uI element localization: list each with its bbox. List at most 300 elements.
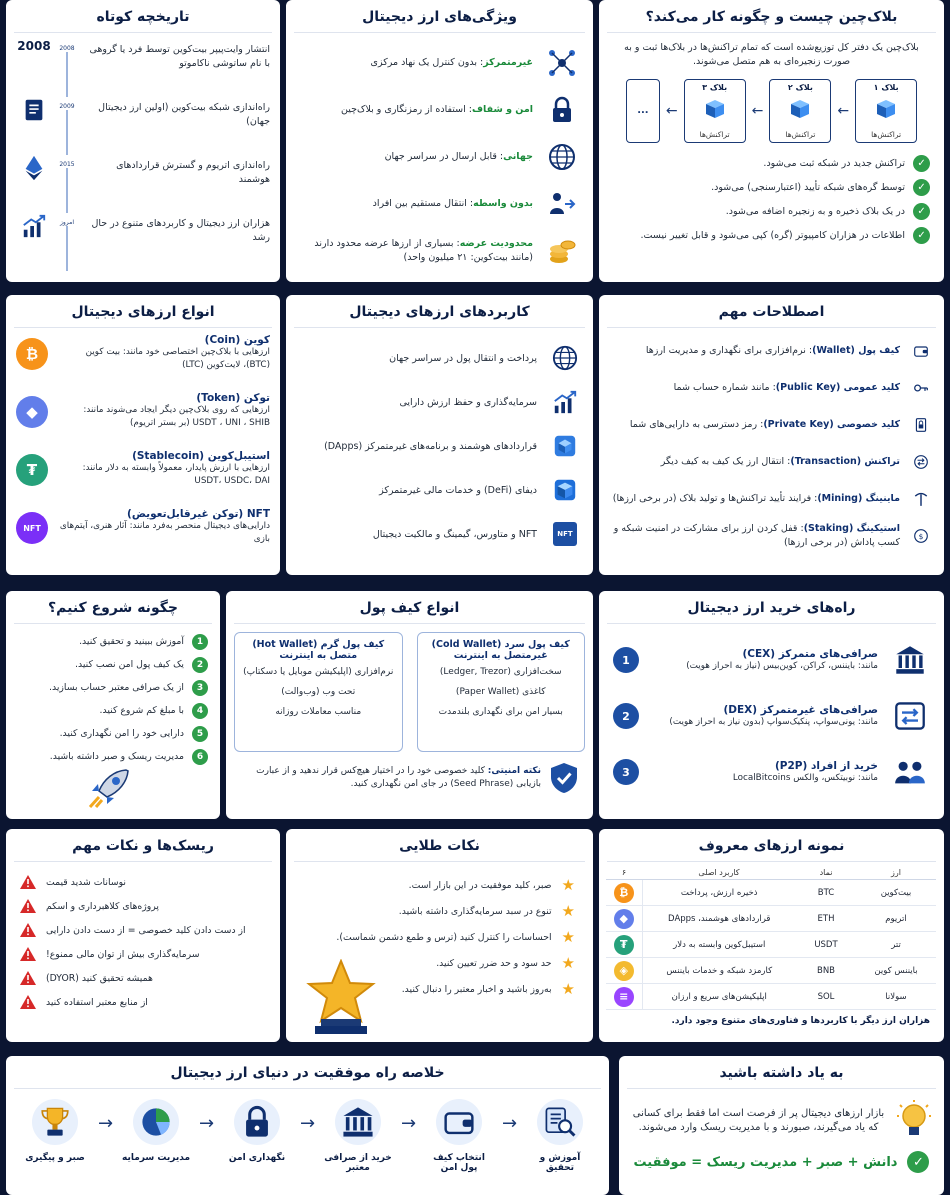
coin-use: قراردادهای هوشمند، DApps xyxy=(642,906,796,932)
history-tag: 2008 xyxy=(59,45,75,52)
flow-arrow: → xyxy=(97,1113,114,1134)
ethereum-icon xyxy=(614,909,634,929)
blockchain-steps xyxy=(599,147,944,244)
formula-row xyxy=(619,1143,944,1173)
table-row xyxy=(606,958,936,984)
step-number-badge xyxy=(613,703,639,729)
type-name: استیبل‌کوین (Stablecoin) xyxy=(132,450,270,462)
flow-arrow-icon xyxy=(98,1113,113,1134)
type-name: کوین (Coin) xyxy=(204,334,270,346)
step-number-badge xyxy=(192,749,208,765)
buy-desc: مانند: یونی‌سواپ، پنکیک‌سواپ (بدون نیاز به احراز هویت) xyxy=(669,716,878,727)
security-note-key: نکته امنیتی: xyxy=(487,765,541,776)
coin-symbol-cell: BTC xyxy=(796,880,856,906)
people-icon xyxy=(890,756,930,788)
feature-text: : انتقال مستقیم بین افراد xyxy=(372,197,474,209)
buy-name: صرافی‌های غیرمتمرکز (DEX) xyxy=(723,703,878,716)
feature-text: : قابل ارسال در سراسر جهان xyxy=(384,150,504,162)
swap-icon xyxy=(890,700,930,732)
coins-icon xyxy=(545,237,579,265)
tether-icon xyxy=(16,454,48,486)
coin-icon-cell xyxy=(606,958,642,984)
cube-icon xyxy=(704,98,726,123)
warning-icon xyxy=(20,899,36,913)
summary-step xyxy=(222,1099,292,1163)
risk-item xyxy=(20,966,266,990)
block-name: بلاک ۳ xyxy=(702,82,728,92)
blockchain-step-text: توسط گره‌های شبکه تأیید (اعتبارسنجی) می‌شود. xyxy=(711,181,905,193)
start-text: با مبلغ کم شروع کنید. xyxy=(99,705,184,716)
blockchain-step-text: در یک بلاک ذخیره و به زنجیره اضافه می‌شود. xyxy=(725,205,905,217)
feature-text: : بدون کنترل یک نهاد مرکزی xyxy=(370,56,484,68)
coin-use: اپلیکیشن‌های سریع و ارزان xyxy=(642,984,796,1010)
type-item xyxy=(16,392,270,450)
history-title: تاریخچه کوتاه xyxy=(14,0,272,33)
risk-item xyxy=(20,990,266,1014)
warning-icon xyxy=(20,995,36,1009)
history-card xyxy=(6,0,280,282)
hot-wallet-sub: متصل به اینترنت xyxy=(279,650,358,661)
bitcoin-icon xyxy=(16,338,48,370)
hot-wallet-line: نرم‌افزاری (اپلیکیشن موبایل یا دسکتاپ) xyxy=(243,667,394,677)
defi-cube-icon xyxy=(551,477,579,503)
summary-step-label: صبر و پیگیری xyxy=(25,1153,85,1163)
types-title: انواع ارزهای دیجیتال xyxy=(14,295,272,328)
wallets-title: انواع کیف پول xyxy=(234,591,585,624)
lock-icon xyxy=(545,96,579,124)
buy-desc: مانند: بایننس، کراکن، کوین‌بیس (نیاز به احراز هویت) xyxy=(686,660,878,671)
warning-icon xyxy=(20,875,36,889)
use-text: دیفای (DeFi) و خدمات مالی غیرمتمرکز xyxy=(379,484,537,496)
term-key: کیف پول (Wallet) xyxy=(812,344,900,356)
summary-step xyxy=(121,1099,191,1163)
coin-icon-cell xyxy=(606,932,642,958)
use-text: پرداخت و انتقال پول در سراسر جهان xyxy=(389,352,537,364)
risk-text: سرمایه‌گذاری بیش از توان مالی ممنوع! xyxy=(46,948,200,960)
blockchain-title: بلاک‌چین چیست و چگونه کار می‌کند؟ xyxy=(607,0,936,33)
hot-wallet-line: تحت وب (وب‌والت) xyxy=(281,687,356,697)
risk-text: نوسانات شدید قیمت xyxy=(46,876,126,888)
remember-text: بازار ارزهای دیجیتال پر از فرصت است اما فقط برای کسانی که یاد می‌گیرند، صبورند و با مدیریت ریسک وارد می‌شوند. xyxy=(632,1107,885,1133)
hot-wallet-box xyxy=(234,632,403,752)
features-card xyxy=(286,0,593,282)
table-row xyxy=(606,906,936,932)
nft-icon xyxy=(551,522,579,546)
start-text: از یک صرافی معتبر حساب بسازید. xyxy=(48,682,184,693)
cold-wallet-sub: غیرمتصل به اینترنت xyxy=(453,650,548,661)
start-step xyxy=(18,722,208,745)
features-list xyxy=(286,33,593,280)
step-number-badge xyxy=(192,703,208,719)
term-key: کلید خصوصی (Private Key) xyxy=(763,418,900,430)
blockchain-intro: بلاک‌چین یک دفتر کل توزیع‌شده است که تمام تراکنش‌ها در بلاک‌ها ثبت و به صورت زنجیره‌ای به هم متصل می‌شوند. xyxy=(624,42,919,67)
coin-symbol-cell: ETH xyxy=(796,906,856,932)
block-chain-diagram xyxy=(599,75,944,147)
blockchain-step xyxy=(613,155,930,172)
term-item xyxy=(611,445,932,478)
use-item xyxy=(300,512,579,556)
coin-symbol-cell: SOL xyxy=(796,984,856,1010)
start-step xyxy=(18,630,208,653)
type-item xyxy=(16,450,270,508)
bank-icon xyxy=(335,1099,381,1145)
block-box xyxy=(769,79,831,143)
history-item xyxy=(16,155,270,213)
bnb-icon xyxy=(614,961,634,981)
step-number-badge xyxy=(613,759,639,785)
terms-list xyxy=(599,328,944,562)
table-header: کاربرد اصلی xyxy=(642,866,796,880)
coin-use: کارمزد شبکه و خدمات بایننس xyxy=(642,958,796,984)
coin-glyph: ◈ xyxy=(619,964,628,977)
nft-badge: NFT xyxy=(553,522,577,546)
summary-step xyxy=(525,1099,595,1173)
hot-wallet-line: مناسب معاملات روزانه xyxy=(275,707,362,717)
term-item xyxy=(611,371,932,404)
globe-icon xyxy=(545,143,579,171)
history-tag: 2009 xyxy=(59,103,75,110)
research-icon xyxy=(537,1099,583,1145)
check-icon: ✓ xyxy=(913,179,930,196)
term-item xyxy=(611,408,932,441)
term-text: : رمز دسترسی به دارایی‌های شما xyxy=(629,418,764,430)
start-list xyxy=(6,624,220,774)
buy-desc: مانند: نوبیتکس، والکس LocalBitcoins xyxy=(732,772,878,783)
coin-glyph: ₿ xyxy=(619,886,629,899)
flow-arrow-icon xyxy=(300,1113,315,1134)
step-number-badge xyxy=(192,657,208,673)
coin-name: بایننس کوین xyxy=(856,958,936,984)
star-icon: ★ xyxy=(561,928,575,946)
growth-chart-icon xyxy=(551,389,579,415)
success-formula: دانش + صبر + مدیریت ریسک = موفقیت xyxy=(633,1154,898,1170)
type-name: توکن (Token) xyxy=(196,392,270,404)
buy-name: خرید از افراد (P2P) xyxy=(774,759,878,772)
warning-icon xyxy=(20,947,36,961)
svg-text:$: $ xyxy=(918,531,924,541)
buy-title: راه‌های خرید ارز دیجیتال xyxy=(607,591,936,624)
check-icon: ✓ xyxy=(913,203,930,220)
feature-item xyxy=(300,133,579,180)
trophy-star-icon xyxy=(306,959,376,1038)
start-step xyxy=(18,699,208,722)
start-card xyxy=(6,591,220,819)
block-box xyxy=(684,79,746,143)
coin-icon-cell xyxy=(606,906,642,932)
summary-step-label: نگهداری امن xyxy=(228,1153,286,1163)
use-item xyxy=(300,336,579,380)
pickaxe-icon xyxy=(910,491,932,507)
type-name: NFT (توکن غیرقابل‌تعویض) xyxy=(127,508,270,520)
history-tag: 2015 xyxy=(59,161,75,168)
type-desc: دارایی‌های دیجیتال منحصر به‌فرد مانند: آثار هنری، آیتم‌های بازی xyxy=(59,521,270,544)
coin-icon-cell xyxy=(606,984,642,1010)
term-item xyxy=(611,482,932,515)
history-timeline xyxy=(6,33,280,277)
key-icon xyxy=(910,380,932,396)
start-step xyxy=(18,653,208,676)
tip-text: صبر، کلید موفقیت در این بازار است. xyxy=(408,879,552,891)
feature-item xyxy=(300,86,579,133)
term-text: : نرم‌افزاری برای نگهداری و مدیریت ارزها xyxy=(645,344,813,356)
history-item xyxy=(16,39,270,97)
start-number: 6 xyxy=(196,751,204,762)
step-number-badge xyxy=(613,647,639,673)
tip-text: تنوع در سبد سرمایه‌گذاری داشته باشید. xyxy=(398,905,552,917)
blockchain-step xyxy=(613,227,930,244)
type-item xyxy=(16,508,270,566)
tips-title: نکات طلایی xyxy=(294,829,585,862)
risk-text: از دست دادن کلید خصوصی = از دست دادن دارایی xyxy=(46,924,246,936)
use-text: قراردادهای هوشمند و برنامه‌های غیرمتمرکز (DApps) xyxy=(324,440,537,452)
type-desc: ارزهایی که روی بلاک‌چین دیگر ایجاد می‌شوند مانند: USDT ، UNI ، SHIB (بر بستر اتریوم) xyxy=(83,405,270,428)
remember-card xyxy=(619,1056,944,1195)
tip-text: احساسات را کنترل کنید (ترس و طمع دشمن شماست). xyxy=(336,931,552,943)
coin-symbol: ₮ xyxy=(26,461,38,479)
summary-step-label: مدیریت سرمایه xyxy=(121,1153,191,1163)
feature-item xyxy=(300,227,579,274)
cold-wallet-box xyxy=(417,632,586,752)
ethereum-icon xyxy=(16,396,48,428)
buy-number: 1 xyxy=(622,653,630,667)
coin-icon-cell xyxy=(606,880,642,906)
check-icon: ✓ xyxy=(907,1151,929,1173)
summary-step-label: خرید از صرافی معتبر xyxy=(324,1153,392,1173)
blockchain-step-text: تراکنش جدید در شبکه ثبت می‌شود. xyxy=(763,157,905,169)
feature-key: محدودیت عرضه xyxy=(459,237,533,249)
use-text: سرمایه‌گذاری و حفظ ارزش دارایی xyxy=(399,396,537,408)
examples-card xyxy=(599,829,944,1042)
flow-arrow-icon xyxy=(502,1113,517,1134)
cold-wallet-line: کاغذی (Paper Wallet) xyxy=(455,687,546,697)
rocket-icon xyxy=(86,767,132,812)
step-number-badge xyxy=(192,680,208,696)
start-number: 3 xyxy=(196,682,204,693)
types-list xyxy=(6,328,280,572)
term-key: ماینینگ (Mining) xyxy=(817,492,900,504)
examples-footer: هزاران ارز دیگر با کاربردها و فناوری‌های متنوع وجود دارد. xyxy=(671,1016,930,1026)
tip-text: حد سود و حد ضرر تعیین کنید. xyxy=(436,957,552,969)
contract-cube-icon xyxy=(551,433,579,459)
remember-title: به یاد داشته باشید xyxy=(627,1056,936,1089)
pie-chart-icon xyxy=(133,1099,179,1145)
start-text: دارایی خود را امن نگهداری کنید. xyxy=(59,728,184,739)
term-text: : قفل کردن ارز برای مشارکت در امنیت شبکه و کسب پاداش (در برخی ارزها) xyxy=(613,522,900,548)
person-transfer-icon xyxy=(545,190,579,218)
tip-item xyxy=(300,898,579,924)
flow-arrow: → xyxy=(501,1113,518,1134)
flow-arrow: → xyxy=(299,1113,316,1134)
growth-chart-icon xyxy=(21,213,47,239)
block-caption: تراکنش‌ها xyxy=(785,129,816,139)
coin-glyph: ◆ xyxy=(619,912,628,925)
flow-arrow-icon xyxy=(199,1113,214,1134)
table-row xyxy=(606,984,936,1010)
tips-card xyxy=(286,829,593,1042)
term-text: : انتقال ارز یک کیف به کیف دیگر xyxy=(660,455,791,467)
buy-number: 3 xyxy=(622,765,630,779)
table-row xyxy=(606,932,936,958)
block-box xyxy=(855,79,917,143)
star-icon: ★ xyxy=(561,902,575,920)
wallets-card xyxy=(226,591,593,819)
feature-key: جهانی xyxy=(503,150,533,162)
cold-wallet-title: کیف پول سرد (Cold Wallet) xyxy=(431,639,570,650)
summary-step xyxy=(424,1099,494,1173)
start-text: یک کیف پول امن نصب کنید. xyxy=(75,659,184,670)
step-number-badge xyxy=(192,726,208,742)
use-item xyxy=(300,468,579,512)
cold-wallet-line: بسیار امن برای نگهداری بلندمدت xyxy=(438,707,563,717)
chain-arrow-icon: ← xyxy=(837,102,850,119)
uses-card xyxy=(286,295,593,575)
buy-number: 2 xyxy=(622,709,630,723)
term-key: استیکینگ (Staking) xyxy=(803,522,900,534)
term-key: تراکنش (Transaction) xyxy=(790,455,900,467)
warning-icon xyxy=(20,923,36,937)
features-title: ویژگی‌های ارز دیجیتال xyxy=(294,0,585,33)
bank-icon xyxy=(890,644,930,676)
staking-icon xyxy=(910,528,932,544)
coin-symbol: NFT xyxy=(23,523,41,533)
start-number: 5 xyxy=(196,728,204,739)
risk-item xyxy=(20,942,266,966)
summary-card xyxy=(6,1056,609,1195)
blockchain-step xyxy=(613,179,930,196)
step-number-badge xyxy=(192,634,208,650)
lightbulb-icon xyxy=(896,1099,932,1143)
buy-item xyxy=(613,744,930,800)
buy-list xyxy=(599,624,944,808)
coin-name: اتریوم xyxy=(856,906,936,932)
blockchain-step xyxy=(613,203,930,220)
feature-key: امن و شفاف xyxy=(472,103,533,115)
bitcoin-icon xyxy=(614,883,634,903)
coin-name: تتر xyxy=(856,932,936,958)
table-header: ۶ xyxy=(606,866,642,880)
history-year: 2008 xyxy=(17,39,51,53)
history-item xyxy=(16,97,270,155)
security-note xyxy=(226,752,593,794)
network-icon xyxy=(545,49,579,77)
tether-icon xyxy=(614,935,634,955)
term-item xyxy=(611,519,932,552)
wallet-icon xyxy=(436,1099,482,1145)
warning-icon xyxy=(20,971,36,985)
risk-item xyxy=(20,894,266,918)
term-item xyxy=(611,334,932,367)
examples-table xyxy=(606,866,936,1010)
chain-arrow-icon: ← xyxy=(751,102,764,119)
start-step xyxy=(18,676,208,699)
risk-item xyxy=(20,870,266,894)
flow-arrow: → xyxy=(198,1113,215,1134)
blockchain-step-text: اطلاعات در هزاران کامپیوتر (گره) کپی می‌شود و قابل تغییر نیست. xyxy=(640,229,905,241)
start-text: آموزش ببینید و تحقیق کنید. xyxy=(79,636,184,647)
type-item xyxy=(16,334,270,392)
summary-step xyxy=(323,1099,393,1173)
start-number: 1 xyxy=(196,636,204,647)
risk-text: از منابع معتبر استفاده کنید xyxy=(46,996,148,1008)
uses-title: کاربردهای ارزهای دیجیتال xyxy=(294,295,585,328)
globe-icon xyxy=(551,345,579,371)
use-text: NFT و متاورس، گیمینگ و مالکیت دیجیتال xyxy=(372,528,537,540)
history-text: انتشار وایت‌پیپر بیت‌کوین توسط فرد یا گروهی با نام ساتوشی ناکاموتو xyxy=(89,44,270,70)
summary-step-label: آموزش و تحقیق xyxy=(539,1153,581,1173)
coin-symbol: ₿ xyxy=(25,345,39,363)
coin-name: بیت‌کوین xyxy=(856,880,936,906)
risks-title: ریسک‌ها و نکات مهم xyxy=(14,829,272,862)
risk-text: همیشه تحقیق کنید (DYOR) xyxy=(46,972,153,984)
coin-use: ذخیره ارزش، پرداخت xyxy=(642,880,796,906)
coin-name: سولانا xyxy=(856,984,936,1010)
security-note-text: کلید خصوصی خود را در اختیار هیچ‌کس قرار ندهید و از عبارت بازیابی (Seed Phrase) در جای امن نگهداری کنید. xyxy=(256,765,541,789)
block-caption: تراکنش‌ها xyxy=(871,129,902,139)
nft-icon xyxy=(16,512,48,544)
tip-item xyxy=(300,924,579,950)
history-item xyxy=(16,213,270,271)
feature-key: غیرمتمرکز xyxy=(483,56,533,68)
star-icon: ★ xyxy=(561,876,575,894)
chain-arrow-icon: ← xyxy=(665,102,678,119)
use-item xyxy=(300,424,579,468)
term-text: : مانند شماره حساب شما xyxy=(673,381,776,393)
risks-card xyxy=(6,829,280,1042)
feature-text: : بسیاری از ارزها عرضه محدود دارند (مانند بیت‌کوین: ۲۱ میلیون واحد) xyxy=(314,237,533,263)
star-icon: ★ xyxy=(561,980,575,998)
ethereum-icon xyxy=(21,155,47,181)
timeline-line xyxy=(66,52,68,97)
blockchain-card xyxy=(599,0,944,282)
table-row xyxy=(606,880,936,906)
flow-arrow-icon xyxy=(401,1113,416,1134)
shield-check-icon xyxy=(549,762,579,794)
start-number: 4 xyxy=(196,705,204,716)
feature-item xyxy=(300,180,579,227)
risk-text: پروژه‌های کلاهبرداری و اسکم xyxy=(46,900,159,912)
use-item xyxy=(300,380,579,424)
summary-step-label: انتخاب کیف پول امن xyxy=(433,1153,485,1173)
feature-key: بدون واسطه xyxy=(473,197,533,209)
tip-text: به‌روز باشید و اخبار معتبر را دنبال کنید. xyxy=(401,983,552,995)
buy-item xyxy=(613,688,930,744)
coin-glyph: ≡ xyxy=(619,990,629,1003)
term-key: کلید عمومی (Public Key) xyxy=(775,381,900,393)
start-step xyxy=(18,745,208,768)
check-icon: ✓ xyxy=(913,227,930,244)
examples-title: نمونه ارزهای معروف xyxy=(607,829,936,862)
summary-steps xyxy=(6,1089,609,1173)
block-name: بلاک ۱ xyxy=(873,82,899,92)
timeline-line xyxy=(66,110,68,155)
block-caption: تراکنش‌ها xyxy=(699,129,730,139)
terms-title: اصطلاحات مهم xyxy=(607,295,936,328)
buy-card xyxy=(599,591,944,819)
summary-title: خلاصه راه موفقیت در دنیای ارز دیجیتال xyxy=(14,1056,601,1089)
table-header: نماد xyxy=(796,866,856,880)
type-desc: ارزهایی با بلاک‌چین اختصاصی خود مانند: بیت کوین (BTC)، لایت‌کوین (LTC) xyxy=(85,347,270,370)
history-text: راه‌اندازی اتریوم و گسترش قراردادهای هوشمند xyxy=(116,160,270,186)
risks-list xyxy=(6,862,280,1022)
table-header: ارز xyxy=(856,866,936,880)
cube-icon xyxy=(789,98,811,123)
timeline-line xyxy=(66,168,68,213)
terms-card xyxy=(599,295,944,575)
trophy-icon xyxy=(32,1099,78,1145)
history-tag: امروز xyxy=(60,219,74,226)
term-text: : فرایند تأیید تراکنش‌ها و تولید بلاک (در برخی ارزها) xyxy=(612,492,818,504)
block-name: بلاک ۲ xyxy=(787,82,813,92)
